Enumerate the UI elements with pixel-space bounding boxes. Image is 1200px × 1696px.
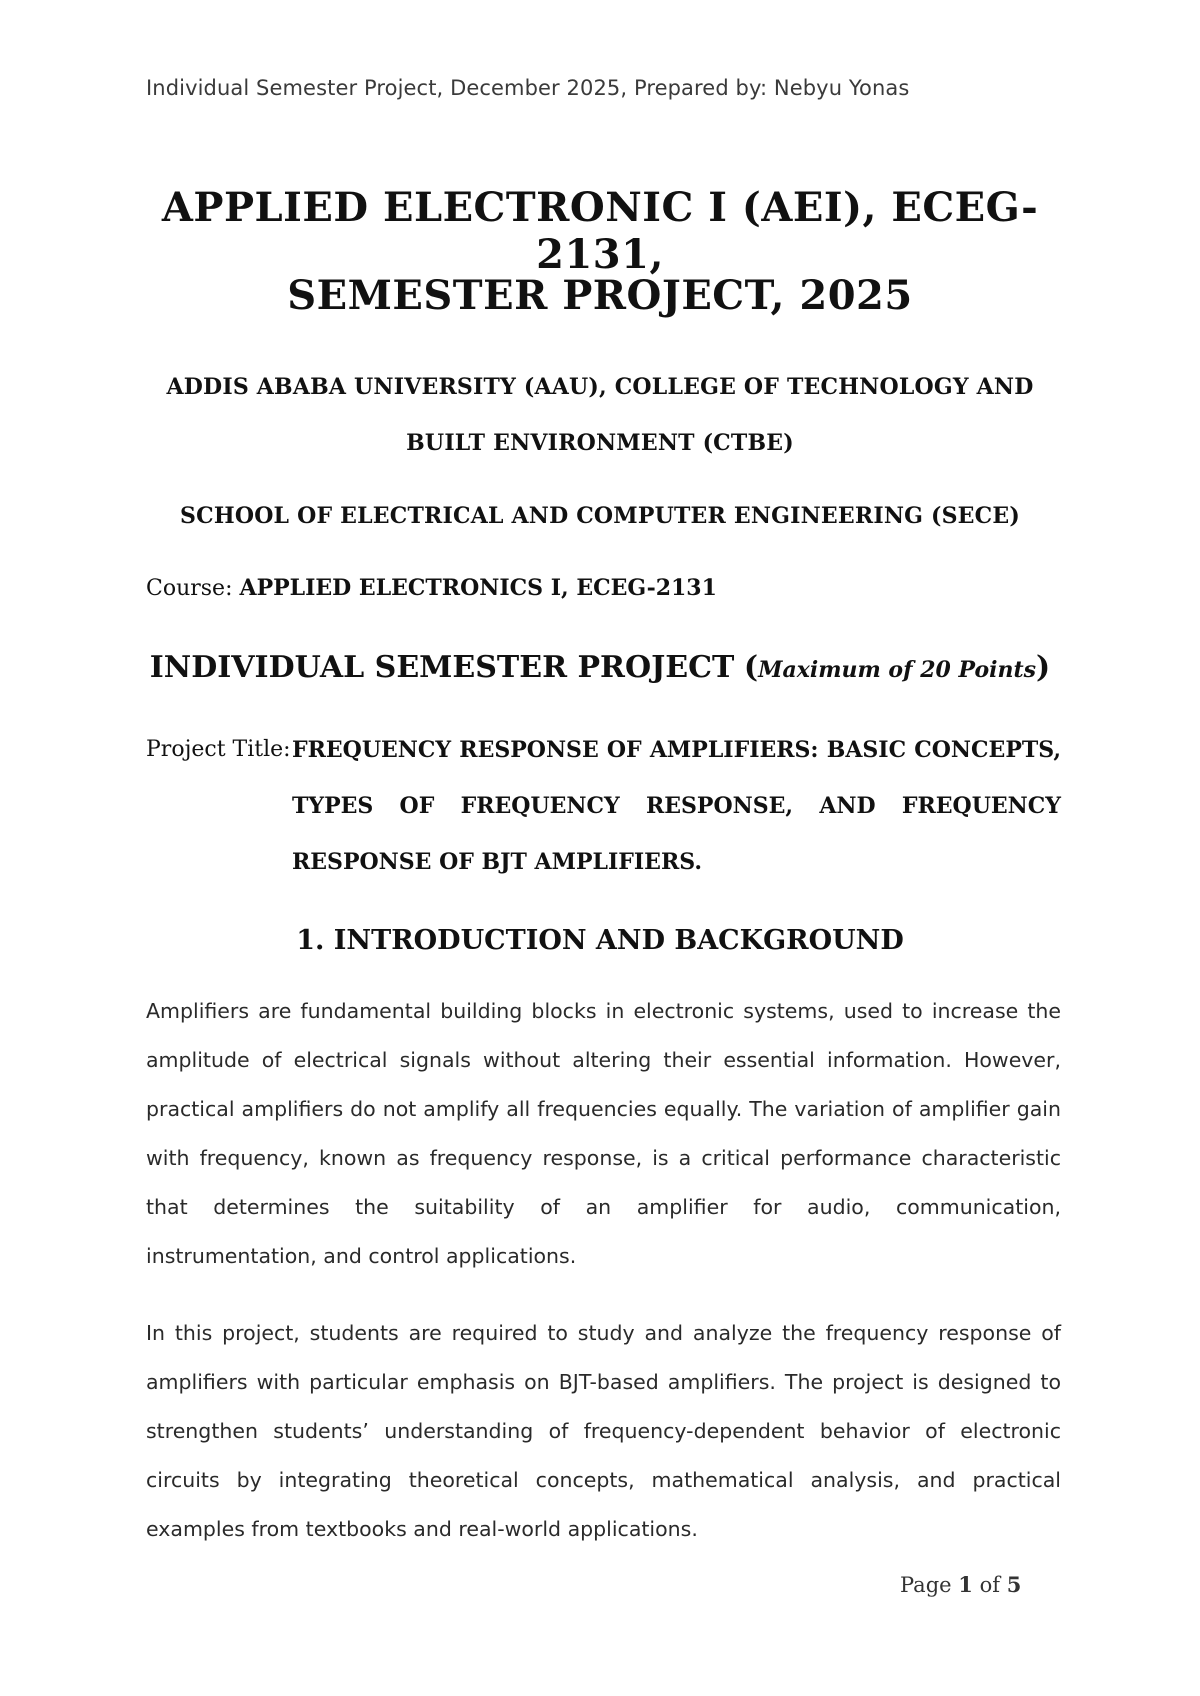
course-label: Course: [146,576,233,601]
project-heading-open-paren: ( [743,650,759,685]
project-heading [140,650,1060,685]
project-heading-text: INDIVIDUAL SEMESTER PROJECT [149,650,735,685]
university-line2: BUILT ENVIRONMENT (CTBE) [406,430,794,456]
university-line1: ADDIS ABABA UNIVERSITY (AAU), COLLEGE OF TECHNOLOGY AND [166,374,1034,400]
project-heading-close-paren: ) [1036,650,1051,685]
project-title-block [146,737,1061,875]
page-word: Page [900,1573,952,1597]
max-points: Maximum of 20 Points [758,657,1037,683]
document-title-line2: SEMESTER PROJECT, 2025 [287,272,913,319]
running-header: Individual Semester Project, December 2025, Prepared by: Nebyu Yonas [146,76,910,100]
project-title-label: Project Title: [146,737,291,762]
course-line [146,575,717,601]
total-pages: 5 [1006,1572,1022,1597]
current-page: 1 [958,1572,973,1597]
section-heading: 1. INTRODUCTION AND BACKGROUND [296,925,904,956]
project-title-line1: FREQUENCY RESPONSE OF AMPLIFIERS: BASIC CONCEPTS, [292,737,1061,763]
document-title-line1: APPLIED ELECTRONIC I (AEI), ECEG-2131, [161,184,1039,278]
intro-paragraph-2: In this project, students are required to study and analyze the frequency response of amplifiers with particular emphasis on BJT-based amplifiers. The project is designed to strengthen students’ understanding of frequency-dependent behavior of electronic circuits by integrating theoretical concepts, mathematical analysis, and practical examples from textbooks and real-world applications. [146,1321,1061,1541]
intro-paragraph-1: Amplifiers are fundamental building blocks in electronic systems, used to increase the amplitude of electrical signals without altering their essential information. However, practical amplifiers do not amplify all frequencies equally. The variation of amplifier gain with frequency, known as frequency response, is a critical performance characteristic that determines the suitability of an amplifier for audio, communication, instrumentation, and control applications. [146,999,1061,1268]
project-title-line2: TYPES OF FREQUENCY RESPONSE, AND FREQUENCY [292,793,1061,819]
course-value: APPLIED ELECTRONICS I, ECEG-2131 [239,575,717,601]
of-word: of [979,1573,1000,1597]
page-number [900,1572,1021,1597]
project-title-value [292,722,1061,890]
school-name: SCHOOL OF ELECTRICAL AND COMPUTER ENGINEERING (SECE) [180,503,1020,529]
project-title-line3: RESPONSE OF BJT AMPLIFIERS. [292,849,702,875]
